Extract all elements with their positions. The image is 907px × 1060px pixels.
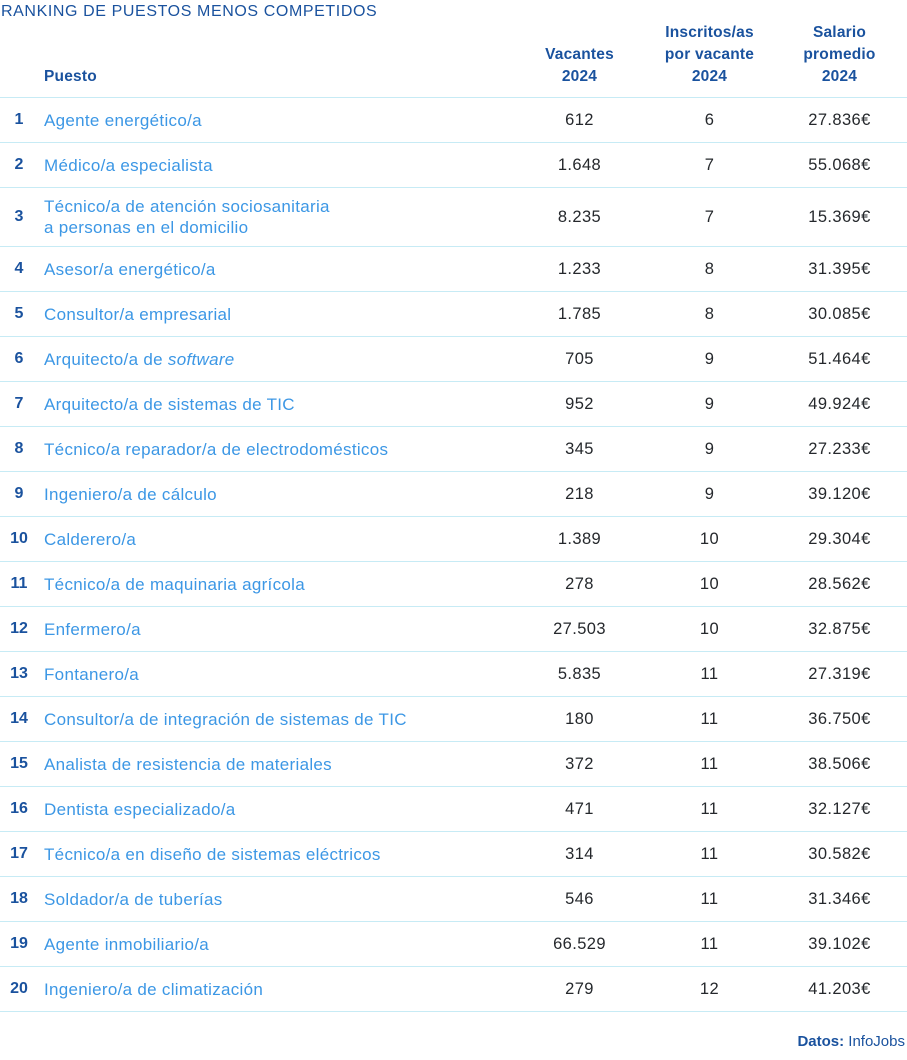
rank-cell: 11 [10,575,28,592]
puesto-cell [38,574,512,595]
rank-cell: 20 [10,980,28,997]
table-row [0,607,907,652]
vacantes-cell: 705 [565,350,594,368]
vacantes-cell: 1.785 [557,305,602,323]
salario-cell: 15.369€ [808,208,871,226]
puesto-cell [38,155,512,176]
salario-cell: 27.233€ [808,440,871,458]
salario-cell: 55.068€ [808,156,871,174]
puesto-cell [38,110,512,131]
vacantes-cell: 372 [565,755,594,773]
vacantes-cell: 314 [565,845,594,863]
source-note [0,1033,907,1051]
rank-cell: 1 [14,111,24,128]
vacantes-cell: 612 [565,111,594,129]
puesto-cell [38,934,512,955]
puesto-text: Agente inmobiliario/a [44,934,210,954]
salario-cell: 27.836€ [808,111,871,129]
rank-cell: 5 [14,305,24,322]
column-header-salario [772,22,907,88]
salario-cell: 30.582€ [808,845,871,863]
rank-cell: 12 [10,620,28,637]
vacantes-cell: 278 [565,575,594,593]
puesto-text: Técnico/a en diseño de sistemas eléctricos [44,844,381,864]
table-row [0,427,907,472]
column-header-label: Inscritos/as [665,24,754,41]
table-row [0,742,907,787]
inscritos-cell: 6 [704,111,715,129]
puesto-text: Agente energético/a [44,110,202,130]
column-header-label: Salario [812,24,867,41]
puesto-text: Asesor/a energético/a [44,259,216,279]
rank-cell: 10 [10,530,28,547]
inscritos-cell: 9 [704,395,715,413]
puesto-cell [38,439,512,460]
rank-cell: 3 [14,208,24,225]
vacantes-cell: 952 [565,395,594,413]
vacantes-cell: 546 [565,890,594,908]
salario-cell: 38.506€ [808,755,871,773]
puesto-cell [38,484,512,505]
vacantes-cell: 218 [565,485,594,503]
puesto-text: Consultor/a empresarial [44,304,232,324]
column-header-inscritos [647,22,772,88]
column-header-vacantes [512,44,647,88]
inscritos-cell: 8 [704,260,715,278]
table-row [0,382,907,427]
inscritos-cell: 10 [699,575,720,593]
inscritos-cell: 9 [704,350,715,368]
column-header-label: Vacantes [545,46,614,63]
vacantes-cell: 1.233 [557,260,602,278]
puesto-text: Arquitecto/a de [44,349,163,369]
table-row [0,247,907,292]
inscritos-cell: 11 [700,710,719,728]
puesto-text: Soldador/a de tuberías [44,889,223,909]
salario-cell: 41.203€ [808,980,871,998]
salario-cell: 49.924€ [808,395,871,413]
rank-cell: 9 [14,485,24,502]
puesto-text: Enfermero/a [44,619,141,639]
puesto-cell [38,799,512,820]
column-header-label: 2024 [561,68,598,85]
salario-cell: 31.346€ [808,890,871,908]
salario-cell: 30.085€ [808,305,871,323]
rank-cell: 16 [10,800,28,817]
table-row [0,472,907,517]
rank-cell: 18 [10,890,28,907]
inscritos-cell: 11 [700,665,719,683]
vacantes-cell: 27.503 [553,620,606,638]
inscritos-cell: 10 [699,620,720,638]
puesto-cell [38,844,512,865]
table-row [0,922,907,967]
vacantes-cell: 345 [565,440,594,458]
rank-cell: 8 [14,440,24,457]
vacantes-cell: 1.648 [557,156,602,174]
table-row [0,143,907,188]
puesto-cell [38,196,512,238]
vacantes-cell: 1.389 [557,530,602,548]
puesto-text: Médico/a especialista [44,155,213,175]
table-row [0,188,907,247]
puesto-cell [38,259,512,280]
table-row [0,652,907,697]
table-row [0,337,907,382]
rank-cell: 14 [10,710,28,727]
rank-cell: 13 [10,665,28,682]
vacantes-cell: 5.835 [557,665,602,683]
puesto-text-line2: a personas en el domicilio [44,218,249,237]
salario-cell: 36.750€ [808,710,871,728]
rank-cell: 4 [14,260,24,277]
table-row [0,98,907,143]
table-row [0,292,907,337]
inscritos-cell: 11 [700,890,719,908]
inscritos-cell: 7 [704,156,715,174]
puesto-cell [38,709,512,730]
puesto-cell [38,619,512,640]
salario-cell: 29.304€ [808,530,871,548]
inscritos-cell: 11 [700,755,719,773]
rank-cell: 2 [14,156,24,173]
salario-cell: 51.464€ [808,350,871,368]
rank-cell: 19 [10,935,28,952]
puesto-text: Ingeniero/a de cálculo [44,484,217,504]
inscritos-cell: 11 [700,935,719,953]
table-row [0,967,907,1012]
puesto-text: Técnico/a reparador/a de electrodomésticos [44,439,389,459]
column-header-label: 2024 [691,68,728,85]
vacantes-cell: 66.529 [553,935,606,953]
puesto-cell [38,664,512,685]
inscritos-cell: 8 [704,305,715,323]
rank-cell: 7 [14,395,24,412]
salario-cell: 39.120€ [808,485,871,503]
inscritos-cell: 10 [699,530,720,548]
puesto-text: Técnico/a de maquinaria agrícola [44,574,305,594]
puesto-cell [38,754,512,775]
puesto-cell [38,304,512,325]
table-row [0,562,907,607]
puesto-text: Ingeniero/a de climatización [44,979,264,999]
inscritos-cell: 11 [700,845,719,863]
vacantes-cell: 180 [565,710,594,728]
page-title: RANKING DE PUESTOS MENOS COMPETIDOS [1,3,378,20]
puesto-cell [38,529,512,550]
salario-cell: 27.319€ [808,665,871,683]
rank-cell: 17 [10,845,28,862]
salario-cell: 32.127€ [808,800,871,818]
table-row [0,517,907,562]
puesto-cell [38,349,512,370]
puesto-text-italic: software [167,349,235,369]
salario-cell: 39.102€ [808,935,871,953]
puesto-text: Arquitecto/a de sistemas de TIC [44,394,295,414]
table-row [0,877,907,922]
inscritos-cell: 9 [704,440,715,458]
inscritos-cell: 11 [700,800,719,818]
source-label: Datos: [797,1033,845,1050]
puesto-text: Calderero/a [44,529,137,549]
salario-cell: 28.562€ [808,575,871,593]
puesto-text: Técnico/a de atención sociosanitaria [44,197,330,216]
table-row [0,787,907,832]
inscritos-cell: 9 [704,485,715,503]
puesto-text: Dentista especializado/a [44,799,236,819]
rank-cell: 6 [14,350,24,367]
salario-cell: 32.875€ [808,620,871,638]
table-body [0,98,907,1012]
source-value: InfoJobs [848,1033,905,1050]
puesto-cell [38,979,512,1000]
salario-cell: 31.395€ [808,260,871,278]
puesto-cell [38,889,512,910]
rank-cell: 15 [10,755,28,772]
inscritos-cell: 7 [704,208,715,226]
table-header-row [0,20,907,98]
column-header-label: promedio [803,46,876,63]
inscritos-cell: 12 [699,980,720,998]
column-header-label: por vacante [664,46,755,63]
puesto-text: Analista de resistencia de materiales [44,754,332,774]
puesto-text: Fontanero/a [44,664,139,684]
table-row [0,697,907,742]
vacantes-cell: 8.235 [557,208,602,226]
vacantes-cell: 279 [565,980,594,998]
puesto-text: Consultor/a de integración de sistemas de TIC [44,709,407,729]
vacantes-cell: 471 [565,800,594,818]
column-header-label: Puesto [44,68,97,85]
column-header-label: 2024 [821,68,858,85]
table-row [0,832,907,877]
puesto-cell [38,394,512,415]
column-header-puesto [38,66,512,88]
